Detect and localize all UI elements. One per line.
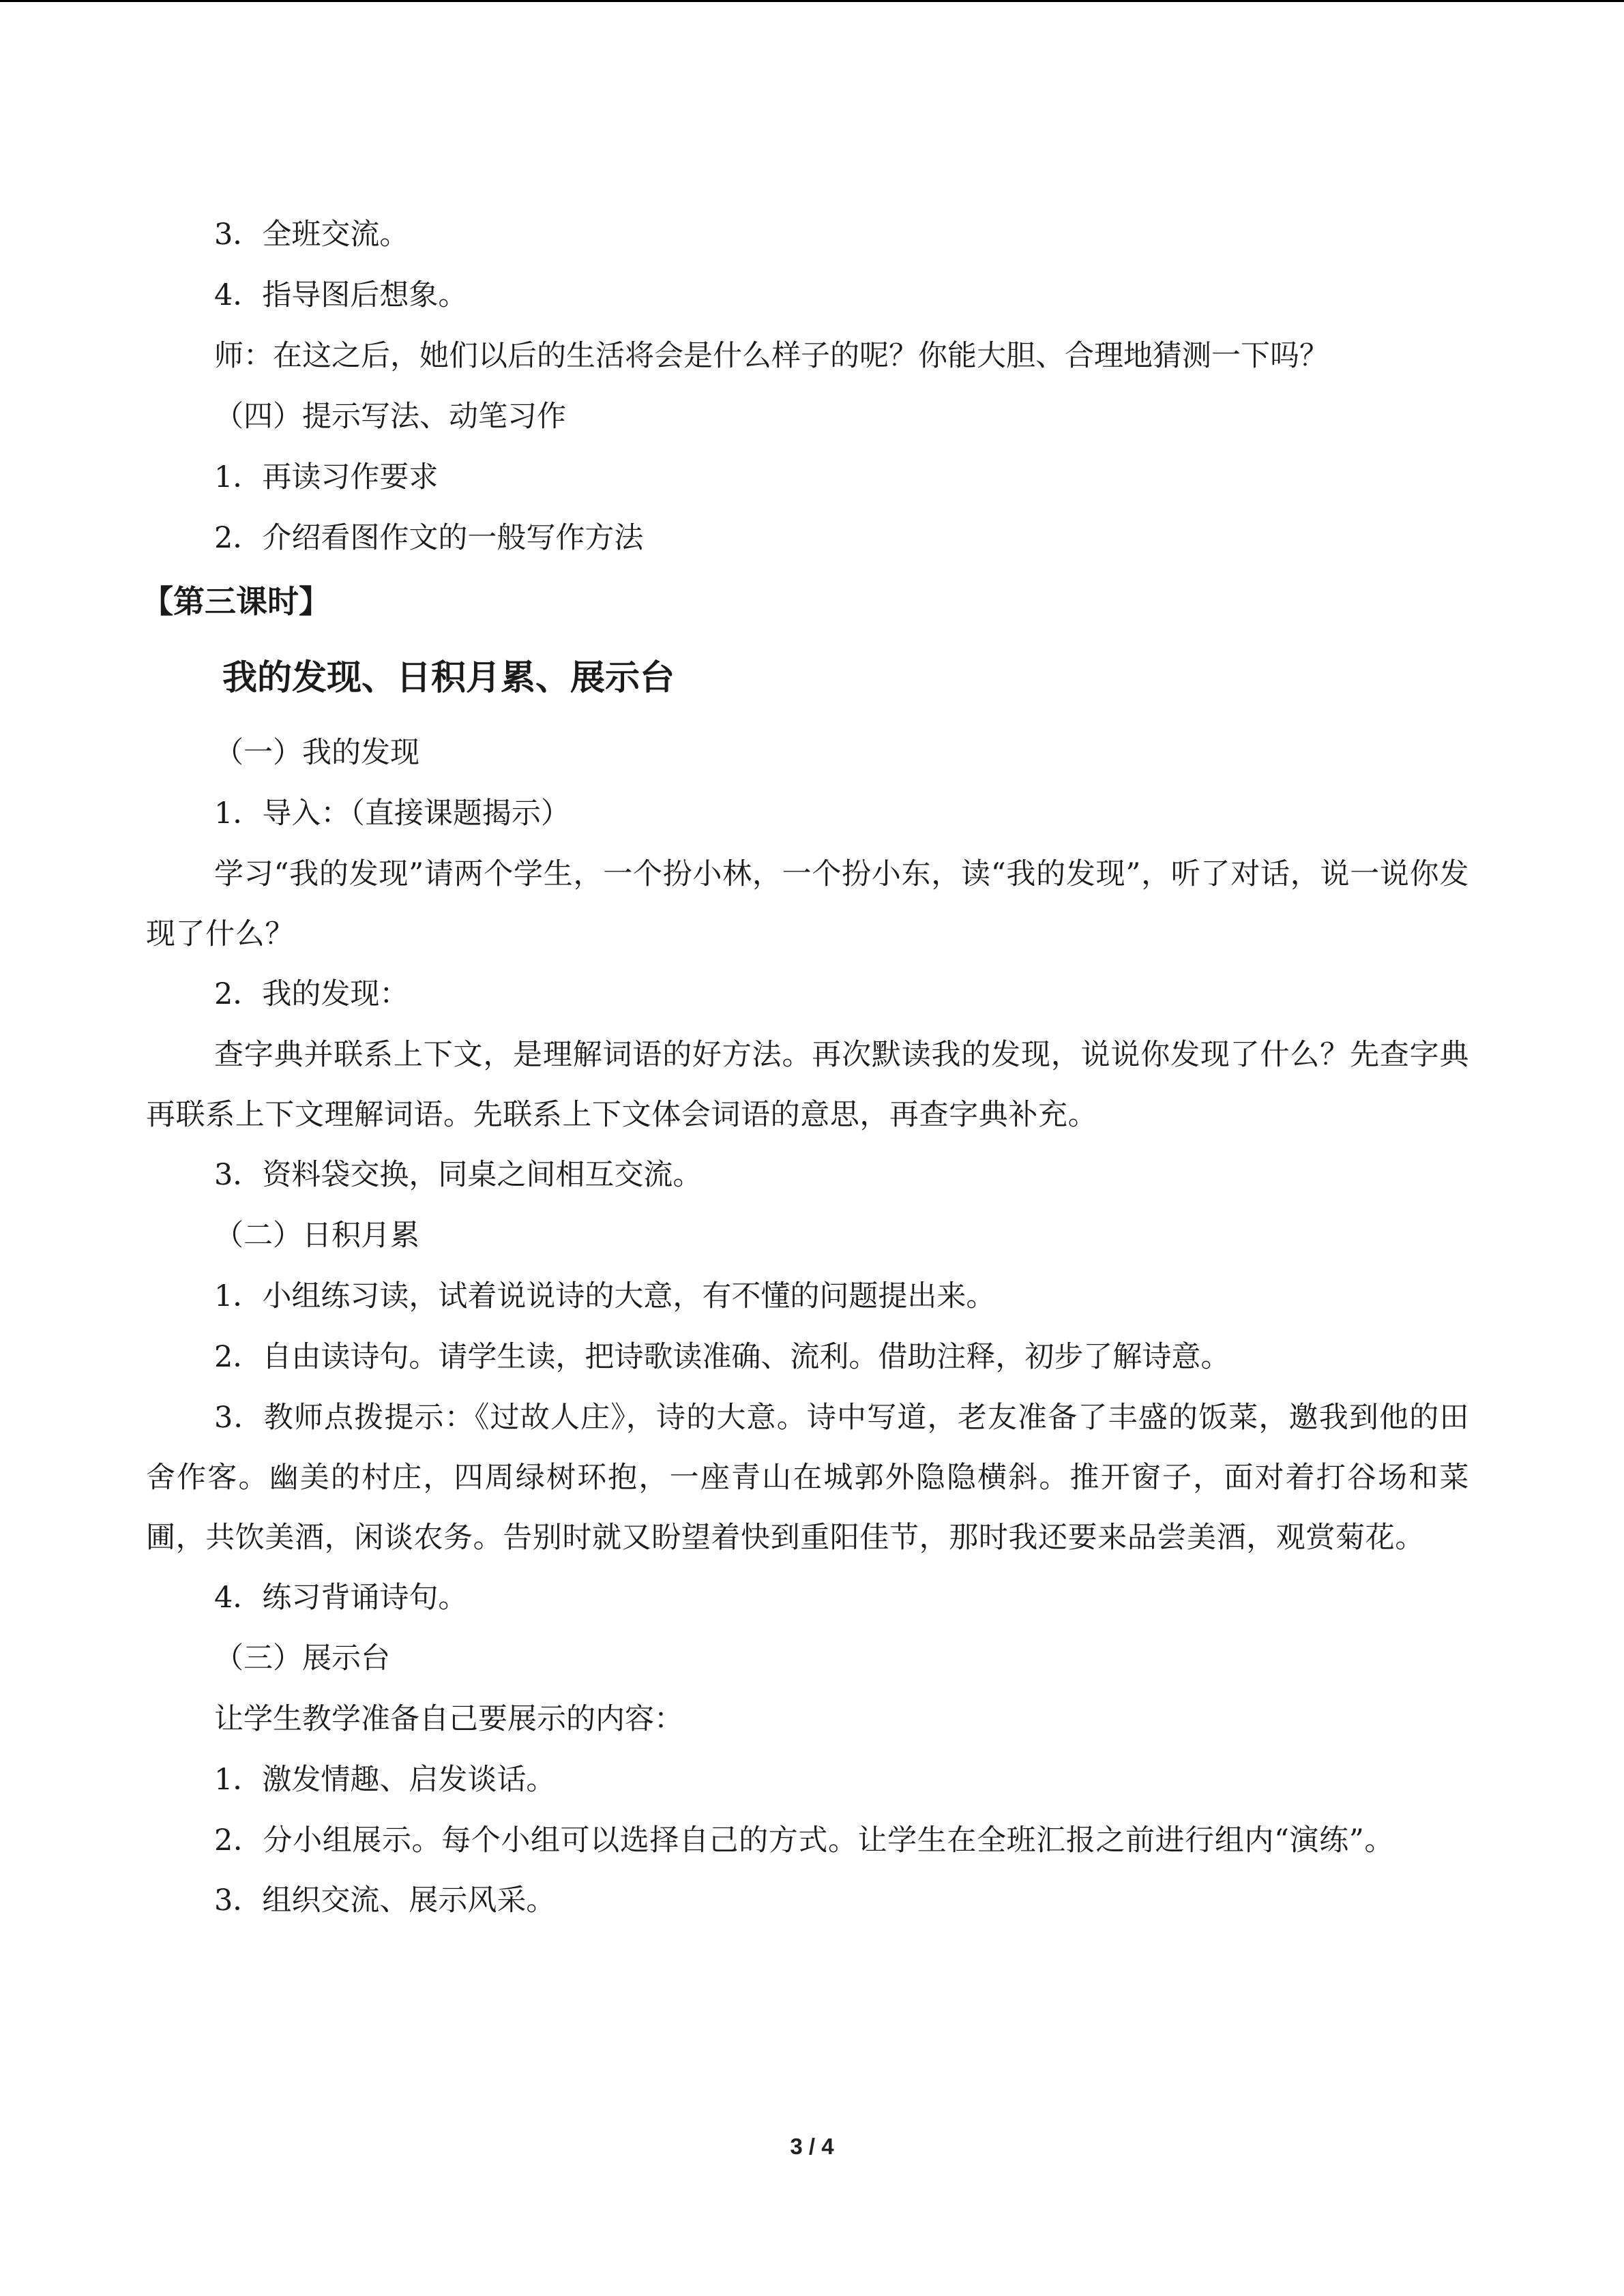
paragraph: 学习“我的发现”请两个学生，一个扮小林，一个扮小东，读“我的发现”，听了对话，说一说你发现了什么？ xyxy=(146,857,1469,951)
subsection-heading: （四）提示写法、动笔习作 xyxy=(214,400,566,434)
document-body xyxy=(142,205,1469,1931)
list-item: 1．小组练习读，试着说说诗的大意，有不懂的问题提出来。 xyxy=(214,1279,996,1313)
subsection-heading: （二）日积月累 xyxy=(214,1219,419,1253)
list-item: 1．再读习作要求 xyxy=(214,460,439,494)
paragraph: 让学生教学准备自己要展示的内容： xyxy=(214,1702,683,1736)
subsection-heading: （一）我的发现 xyxy=(214,736,419,770)
top-border-line xyxy=(0,0,1624,2)
list-item: 2．我的发现： xyxy=(214,977,409,1011)
lesson-title: 我的发现、日积月累、展示台 xyxy=(222,658,675,698)
list-item: 4．指导图后想象。 xyxy=(214,278,468,312)
list-item: 2．介绍看图作文的一般写作方法 xyxy=(214,521,644,555)
subsection-heading: （三）展示台 xyxy=(214,1641,390,1675)
list-item: 1．激发情趣、启发谈话。 xyxy=(214,1763,556,1797)
teacher-prompt: 师：在这之后，她们以后的生活将会是什么样子的呢？你能大胆、合理地猜测一下吗？ xyxy=(214,339,1329,373)
paragraph: 3．教师点拨提示：《过故人庄》，诗的大意。诗中写道，老友准备了丰盛的饭菜，邀我到他的田舍作客。幽美的村庄，四周绿树环抱，一座青山在城郭外隐隐横斜。推开窗子，面对着打谷场和菜圃，共饮美酒，闲谈农务。告别时就又盼望着快到重阳佳节，那时我还要来品尝美酒，观赏菊花。 xyxy=(146,1401,1469,1555)
list-item: 3．资料袋交换，同桌之间相互交流。 xyxy=(214,1158,703,1192)
list-item: 4．练习背诵诗句。 xyxy=(214,1581,468,1615)
list-item: 3．全班交流。 xyxy=(214,218,409,252)
paragraph: 查字典并联系上下文，是理解词语的好方法。再次默读我的发现，说说你发现了什么？先查字典再联系上下文理解词语。先联系上下文体会词语的意思，再查字典补充。 xyxy=(146,1038,1469,1132)
section-heading: 【第三课时】 xyxy=(142,583,330,620)
list-item: 1．导入：（直接课题揭示） xyxy=(214,796,570,831)
page-number: 3 / 4 xyxy=(790,2134,834,2159)
paragraph: 2．分小组展示。每个小组可以选择自己的方式。让学生在全班汇报之前进行组内“演练”。 xyxy=(214,1823,1394,1858)
list-item: 2．自由读诗句。请学生读，把诗歌读准确、流利。借助注释，初步了解诗意。 xyxy=(214,1340,1230,1374)
list-item: 3．组织交流、展示风采。 xyxy=(214,1883,556,1918)
